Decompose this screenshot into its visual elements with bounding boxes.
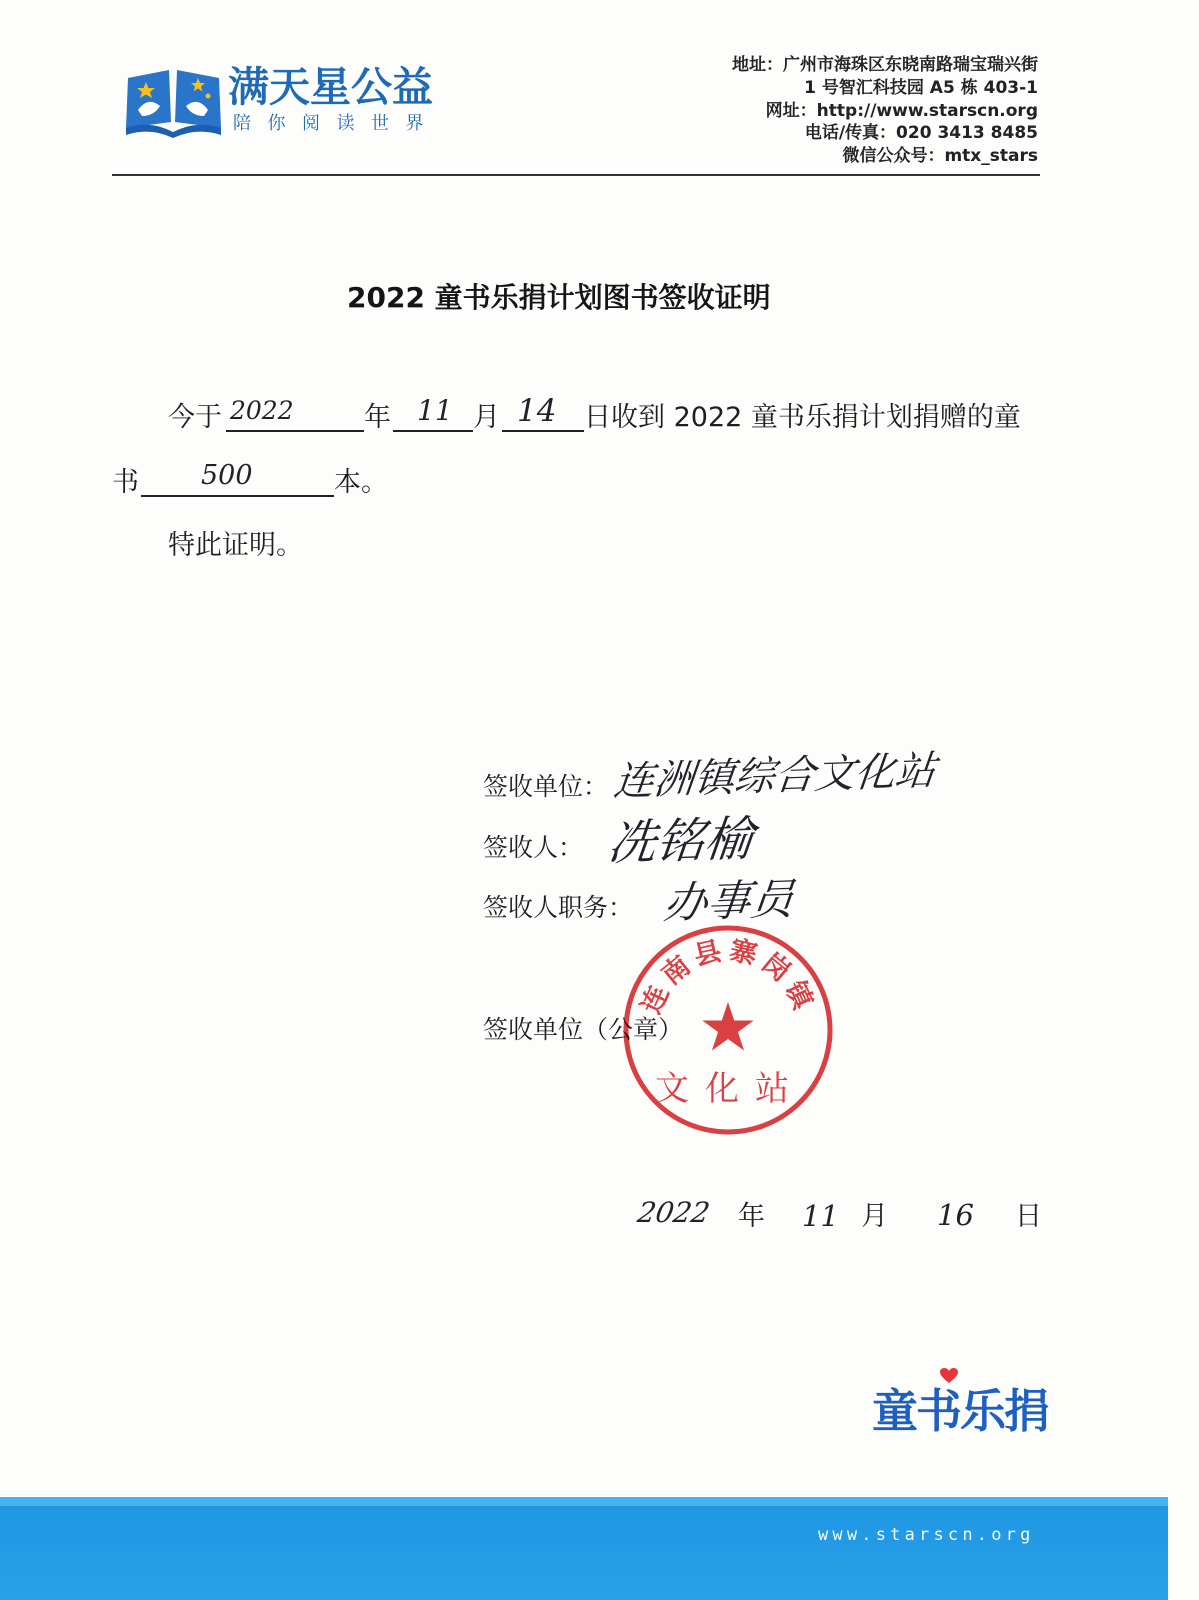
body-line-1-suffix: 日收到 2022 童书乐捐计划捐赠的童 — [584, 402, 1021, 433]
body-line-1 — [168, 393, 1021, 435]
contact-website: 网址：http://www.starscn.org — [765, 100, 1038, 121]
handwritten-sign-year: 2022 — [635, 1196, 713, 1229]
footer-band — [0, 1497, 1168, 1600]
star-icon — [702, 1002, 753, 1051]
handwritten-sign-day: 16 — [937, 1198, 974, 1232]
handwritten-day: 14 — [517, 393, 557, 429]
seal-arc-text: 连南县寨岗镇 — [635, 934, 821, 1019]
contact-phone-fax: 电话/传真：020 3413 8485 — [804, 123, 1038, 144]
sign-month-unit: 月 — [861, 1201, 888, 1232]
recipient-label: 签收人： — [483, 833, 584, 862]
receiving-unit-label: 签收单位： — [483, 772, 609, 801]
header-divider — [112, 174, 1040, 176]
footer-logo: 童书乐捐 — [872, 1384, 1048, 1438]
official-seal-label: 签收单位（公章） — [483, 1015, 684, 1044]
footer-website-url: www.starscn.org — [818, 1525, 1035, 1545]
sign-day-unit: 日 — [1015, 1201, 1042, 1232]
official-seal — [620, 922, 836, 1138]
closing-text: 特此证明。 — [168, 530, 303, 561]
heart-icon — [940, 1368, 958, 1384]
logo-slogan: 陪你阅读世界 — [233, 113, 440, 134]
handwritten-year: 2022 — [230, 396, 294, 425]
handwritten-count: 500 — [201, 460, 253, 491]
contact-address-line-1: 地址：广州市海珠区东晓南路瑞宝瑞兴街 — [732, 55, 1038, 75]
logo-name: 满天星公益 — [228, 63, 433, 111]
handwritten-sign-month: 11 — [802, 1199, 839, 1233]
contact-block — [732, 54, 1038, 168]
handwritten-recipient-title: 办事员 — [661, 874, 797, 929]
handwritten-receiving-unit: 连洲镇综合文化站 — [611, 747, 938, 805]
handwritten-recipient-name: 冼铭榆 — [605, 810, 756, 872]
handwritten-month: 11 — [417, 394, 453, 427]
recipient-title-label: 签收人职务： — [483, 893, 634, 922]
contact-wechat: 微信公众号：mtx_stars — [842, 146, 1038, 167]
body-line-2 — [112, 460, 388, 500]
year-blank — [226, 396, 364, 432]
body-prefix: 今于 — [168, 402, 222, 433]
sign-year-unit: 年 — [738, 1201, 765, 1232]
count-blank — [141, 460, 334, 497]
body-line-2-suffix: 本。 — [334, 467, 388, 498]
year-unit: 年 — [364, 402, 391, 433]
month-blank — [393, 394, 473, 432]
contact-address-line-2: 1 号智汇科技园 A5 栋 403-1 — [804, 77, 1038, 98]
body-line-2-prefix: 书 — [112, 467, 139, 498]
book-stars-icon — [124, 66, 224, 138]
day-blank — [502, 393, 584, 432]
seal-center-text: 文化站 — [655, 1069, 805, 1109]
month-unit: 月 — [473, 402, 500, 433]
document-title: 2022 童书乐捐计划图书签收证明 — [347, 281, 771, 314]
